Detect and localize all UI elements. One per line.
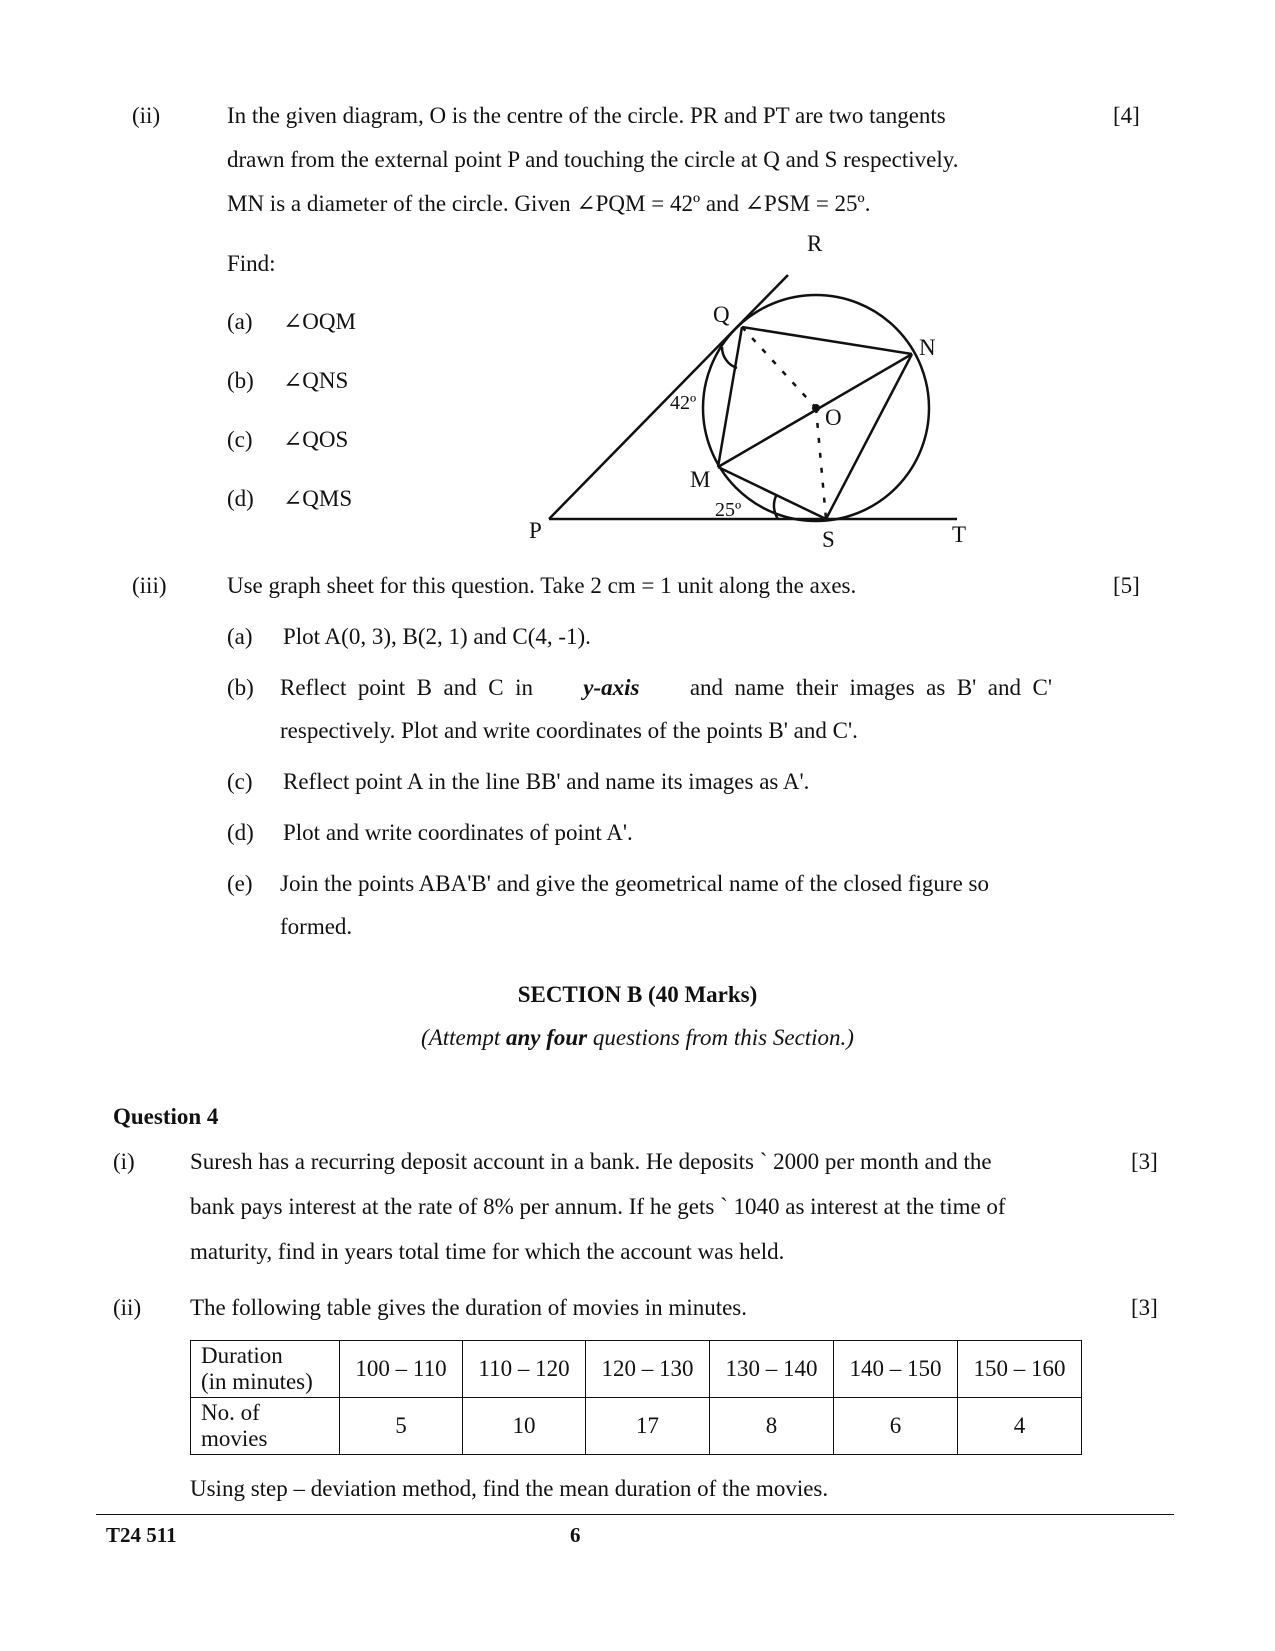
q3-iii-d-label: (d): [227, 820, 254, 845]
section-b-instruction: [0, 1025, 1275, 1051]
table-cell-count: 6: [833, 1398, 957, 1455]
q3-ii-part-b-text: ∠QNS: [283, 368, 349, 393]
movie-duration-table: [190, 1340, 1082, 1455]
label-r: R: [807, 231, 823, 256]
table-row-count: [191, 1398, 1082, 1455]
chord-qn: [742, 327, 912, 354]
q3-ii-part-d-text: ∠QMS: [283, 486, 353, 511]
q3-ii-line-2: drawn from the external point P and touching the circle at Q and S respectively.: [227, 147, 959, 172]
q3-iii-b-line-1: [280, 675, 1052, 701]
q3-iii-d-text: Plot and write coordinates of point A'.: [283, 820, 633, 845]
q3-ii-part-b-label: (b): [227, 368, 254, 393]
movies-label-line-2: movies: [201, 1426, 268, 1451]
q3-ii-part-a-label: (a): [227, 309, 253, 334]
movies-label-line-1: No. of: [201, 1400, 260, 1425]
q3-iii-b-line-2: respectively. Plot and write coordinates of the points B' and C'.: [280, 718, 858, 743]
table-row-duration: [191, 1341, 1082, 1398]
footer-code: T24 511: [106, 1523, 177, 1547]
q3-iii-intro: Use graph sheet for this question. Take 2 cm = 1 unit along the axes.: [227, 573, 857, 598]
q3-ii-line-3: MN is a diameter of the circle. Given ∠PQM = 42º and ∠PSM = 25º.: [227, 191, 871, 216]
q3-iii-b-text-1: Reflect point B and C in: [280, 675, 533, 700]
q3-iii-e-label: (e): [227, 871, 253, 896]
footer-rule: [96, 1514, 1174, 1515]
table-header-movies: [191, 1398, 340, 1455]
duration-label-line-1: Duration: [201, 1343, 283, 1368]
q3-iii-a-text: Plot A(0, 3), B(2, 1) and C(4, -1).: [283, 624, 591, 649]
q3-iii-b-text-2: and name their images as B' and C': [689, 675, 1052, 700]
angle-label-25: 25º: [715, 499, 742, 521]
circle-tangent-diagram: [0, 0, 1275, 560]
q3-ii-part-c-label: (c): [227, 427, 253, 452]
q4-i-marks: [3]: [1131, 1149, 1158, 1174]
q3-iii-e-line-1: Join the points ABA'B' and give the geometrical name of the closed figure so: [280, 871, 989, 896]
q3-ii-marks: [4]: [1113, 103, 1140, 128]
instruction-pre: (Attempt: [421, 1025, 506, 1050]
table-cell-count: 10: [463, 1398, 586, 1455]
q4-i-line-2: bank pays interest at the rate of 8% per annum. If he gets ` 1040 as interest at the time of: [190, 1194, 1006, 1219]
q4-ii-marks: [3]: [1131, 1295, 1158, 1320]
table-cell-interval: 110 – 120: [463, 1341, 586, 1398]
q3-iii-c-text: Reflect point A in the line BB' and name its images as A'.: [283, 769, 810, 794]
q3-iii-b-axis: y-axis: [583, 675, 640, 700]
q3-iii-marks: [5]: [1113, 573, 1140, 598]
table-cell-count: 17: [586, 1398, 710, 1455]
q4-i-line-1: Suresh has a recurring deposit account in a bank. He deposits ` 2000 per month and the: [190, 1149, 992, 1174]
q3-iii-e-line-2: formed.: [280, 914, 353, 939]
label-t: T: [952, 522, 967, 547]
q3-iii-b-label: (b): [227, 675, 254, 700]
q3-ii-part-c-text: ∠QOS: [283, 427, 349, 452]
q3-ii-part-d-label: (d): [227, 486, 254, 511]
table-cell-interval: 120 – 130: [586, 1341, 710, 1398]
instruction-post: questions from this Section.): [587, 1025, 854, 1050]
q3-iii-a-label: (a): [227, 624, 253, 649]
question-4-heading: Question 4: [113, 1104, 219, 1129]
label-q: Q: [713, 302, 730, 327]
q4-ii-number: (ii): [113, 1295, 142, 1320]
q3-ii-number: (ii): [132, 103, 161, 128]
angle-arc-s: [774, 496, 778, 519]
instruction-bold: any four: [505, 1025, 588, 1050]
q4-ii-intro: The following table gives the duration of movies in minutes.: [190, 1295, 748, 1320]
table-cell-count: 8: [709, 1398, 833, 1455]
label-s: S: [822, 527, 835, 552]
centre-point: [812, 404, 820, 412]
q3-ii-find: Find:: [227, 251, 276, 276]
label-n: N: [919, 335, 936, 360]
q3-iii-number: (iii): [132, 573, 167, 598]
q4-i-number: (i): [113, 1149, 135, 1174]
angle-label-42: 42º: [670, 392, 697, 414]
table-cell-count: 5: [340, 1398, 463, 1455]
label-o: O: [825, 405, 842, 430]
section-b-title: SECTION B (40 Marks): [517, 982, 758, 1007]
table-cell-interval: 100 – 110: [340, 1341, 463, 1398]
table-cell-interval: 150 – 160: [957, 1341, 1081, 1398]
table-cell-interval: 140 – 150: [833, 1341, 957, 1398]
q4-ii-outro: Using step – deviation method, find the mean duration of the movies.: [190, 1476, 829, 1501]
q3-ii-line-1: In the given diagram, O is the centre of the circle. PR and PT are two tangents: [227, 103, 946, 128]
table-cell-count: 4: [957, 1398, 1081, 1455]
table-header-duration: [191, 1341, 340, 1398]
duration-label-line-2: (in minutes): [201, 1369, 313, 1394]
page-number: 6: [570, 1523, 581, 1547]
table-cell-interval: 130 – 140: [709, 1341, 833, 1398]
label-p: P: [529, 518, 542, 543]
q3-ii-part-a-text: ∠OQM: [283, 309, 356, 334]
q3-iii-c-label: (c): [227, 769, 253, 794]
q4-i-line-3: maturity, find in years total time for which the account was held.: [190, 1239, 785, 1264]
radius-oq: [742, 327, 816, 408]
label-m: M: [690, 467, 711, 492]
